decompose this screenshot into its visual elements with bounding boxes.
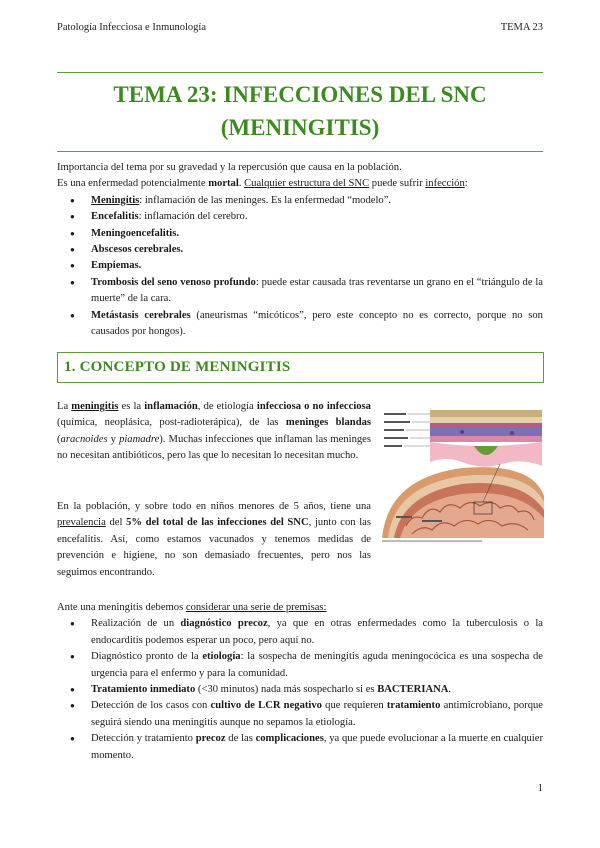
page-number: 1	[537, 782, 543, 794]
brain-section	[382, 464, 544, 538]
list-item: ● Metástasis cerebrales (aneurismas “micóticos”, pero este concepto no es correcto, porque no son causados por hongos).	[57, 308, 543, 341]
intro-block	[57, 160, 543, 340]
list-item: ● Trombosis del seno venoso profundo: puede estar causada tras reventarse un grano en el “triángulo de la muerte” de la cara.	[57, 275, 543, 308]
list-item: ● Encefalitis: inflamación del cerebro.	[57, 209, 543, 225]
caption-mark	[382, 540, 482, 542]
meninges-layers-strip	[430, 410, 542, 467]
paragraph-definition: La meningitis es la inflamación, de etiología infecciosa o no infecciosa (química, neoplásica, post-radioterápica), de las meninges blandas (aracnoides y piamadre). Muchas infecciones que inflaman las meninges no necesitan antibióticos, pero las que lo necesitan lo necesitan mucho.	[57, 401, 371, 462]
snc-infection-list	[57, 193, 543, 341]
list-item: ● Meningoencefalitis.	[57, 226, 543, 242]
header-topic: TEMA 23	[500, 22, 543, 33]
list-item: ● Tratamiento inmediato (<30 minutos) nada más sospecharlo si es BACTERIANA.	[57, 682, 543, 698]
intro-line-2: Es una enfermedad potencialmente mortal. Cualquier estructura del SNC puede sufrir infección:	[57, 178, 468, 190]
meninges-illustration	[382, 406, 544, 546]
page-header	[57, 22, 543, 38]
list-item: ● Realización de un diagnóstico precoz, ya que en otras enfermedades como la tuberculosis o la endocarditis podemos esperar un poco, pero aquí no.	[57, 616, 543, 649]
title-line-1: TEMA 23: INFECCIONES DEL SNC	[113, 82, 487, 107]
section-heading-box	[57, 352, 544, 383]
list-item: ● Abscesos cerebrales.	[57, 242, 543, 258]
title-line-2: (MENINGITIS)	[220, 115, 380, 140]
paragraph-prevalence: En la población, y sobre todo en niños menores de 5 años, tiene una prevalencia del 5% del total de las infecciones del SNC, junto con las encefalitis. Así, como estamos vacunados y tenemos medidas de prevención e higiene, no son demasiado frecuentes, pero nos las seguimos encontrando.	[57, 501, 371, 578]
list-item: ● Detección de los casos con cultivo de LCR negativo que requieren tratamiento antimicrobiano, porque seguirá siendo una meningitis aunque no sepamos la etiología.	[57, 698, 543, 731]
list-item: ● Meningitis: inflamación de las meninges. Es la enfermedad “modelo”.	[57, 193, 543, 209]
page-title	[57, 78, 543, 144]
premisas-lead: Ante una meningitis debemos considerar una serie de premisas:	[57, 602, 327, 613]
premisas-list	[57, 616, 543, 764]
section-title: 1. CONCEPTO DE MENINGITIS	[64, 359, 291, 375]
intro-line-1: Importancia del tema por su gravedad y la repercusión que causa en la población.	[57, 162, 402, 173]
list-item: ● Empiemas.	[57, 258, 543, 274]
list-item: ● Detección y tratamiento precoz de las complicaciones, ya que puede evolucionar a la muerte en cualquier momento.	[57, 731, 543, 764]
header-subject: Patología Infecciosa e Inmunología	[57, 22, 206, 33]
premisas-block	[57, 600, 543, 764]
title-rule-bottom	[57, 151, 543, 152]
list-item: ● Diagnóstico pronto de la etiología: la sospecha de meningitis aguda meningocócica es una sospecha de urgencia para el enfermo y para la comunidad.	[57, 649, 543, 682]
title-rule-top	[57, 72, 543, 73]
layer-labels	[384, 413, 430, 447]
